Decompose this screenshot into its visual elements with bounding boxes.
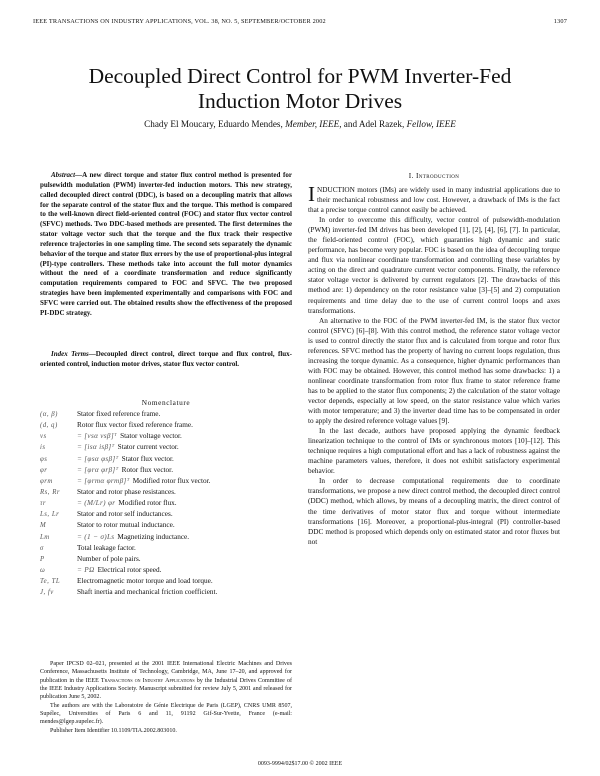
nomenclature-expression: = (M/Lr) φr: [77, 499, 116, 508]
title-line-1: Decoupled Direct Control for PWM Inverter-Fed: [88, 64, 512, 88]
paragraph-2: In order to overcome this difficulty, vector control of pulsewidth-modulation (PWM) inverter-fed IM drives has been developed [1], [2], [4], [6], [7]. In particular, the field-oriented control (FOC), which guaranties high dynamic and static performance, has become very popular. FOC is based on the idea of decoupling torque and flux via nonlinear coordinate transformation and controlling these variables by acting on the direct and quadrature current vector components. Finally, the reference stator voltage vector is delivered by current regulators [2]. The drawbacks of this method are: 1) dependency on the rotor resistance value [3]–[5] and 2) computation requirements and time delay due to the use of current control loops and axes transformations.: [308, 216, 560, 315]
nomenclature-description: Rotor flux vector fixed reference frame.: [77, 421, 193, 430]
author-list: [0, 119, 600, 129]
paragraph-4: In the last decade, authors have proposed applying the dynamic feedback linearization technique to the control of IMs or synchronous motors [10]–[12]. This technique requires a high computational effort and has a lack of robustness against the machine parameters values, therefore, it does not exhibit satisfactory experimental behavior.: [308, 427, 560, 476]
nomenclature-row: [40, 442, 292, 453]
nomenclature-row: [40, 454, 292, 465]
nomenclature-description: Modified rotor flux.: [118, 499, 177, 508]
index-terms-text: —Decoupled direct control, direct torque and flux control, flux-oriented control, induction motor drives, stator flux vector control.: [40, 350, 292, 368]
nomenclature-row: [40, 409, 292, 420]
footnote: [40, 660, 292, 735]
nomenclature-definition: [77, 520, 175, 531]
nomenclature-description: Shaft inertia and mechanical friction coefficient.: [77, 588, 218, 597]
nomenclature-symbol: σ: [40, 544, 44, 552]
nomenclature-definition: [77, 476, 210, 487]
section-number: I.: [408, 171, 416, 180]
footnote-paper-info-2: by the Industrial Drives Committee of the IEEE Industry Applications Society. Manuscript submitted for review July 5, 2001 and released for publication June 5, 2002.: [40, 677, 293, 701]
nomenclature-definition: [77, 532, 189, 543]
nomenclature-definition: [77, 554, 141, 565]
nomenclature-description: Electromagnetic motor torque and load torque.: [77, 577, 213, 586]
author-names: Chady El Moucary, Eduardo Mendes,: [144, 119, 286, 129]
nomenclature-row: [40, 565, 292, 576]
footnote-identifier: Publisher Item Identifier 10.1109/TIA.2002.803010.: [50, 727, 177, 734]
nomenclature-description: Stator and rotor self inductances.: [77, 510, 173, 519]
footnote-affiliation: The authors are with the Laboratoire de Génie Electrique de Paris (LGEP), CNRS UMR 8507, Supélec, Universities of Paris 6 and 11, 91192 Gif-Sur-Yvette, France (e-mail: mendes@lgep.supelec.fr).: [40, 702, 292, 726]
introduction-body: [308, 182, 560, 547]
nomenclature-expression: = (1 − σ)Ls: [77, 532, 115, 541]
nomenclature-definition: [77, 454, 174, 465]
nomenclature-description: Total leakage factor.: [77, 543, 136, 552]
nomenclature-symbol: M: [40, 522, 47, 530]
nomenclature-symbol: φr: [40, 466, 48, 474]
nomenclature-description: Stator flux vector.: [121, 454, 174, 463]
paper-title: [0, 64, 600, 114]
journal-name: IEEE TRANSACTIONS ON INDUSTRY APPLICATIONS, VOL. 38, NO. 5, SEPTEMBER/OCTOBER 2002: [33, 18, 326, 25]
nomenclature-row: [40, 420, 292, 431]
nomenclature-symbol: Rs, Rr: [40, 488, 60, 496]
page-number: 1307: [553, 18, 567, 25]
nomenclature-definition: [77, 442, 179, 453]
nomenclature-heading: Nomenclature: [141, 398, 191, 407]
footnote-paper-info: Paper IPCSD 02–021, presented at the 2001 IEEE International Electric Machines and Drives Conference, Massachusetts Institute of Technology, Cambridge, MA, June 17–20, and approved for publication in the IEEE: [40, 661, 292, 684]
nomenclature-description: Electrical rotor speed.: [97, 565, 162, 574]
index-terms: [40, 350, 292, 370]
nomenclature-symbol: (α, β): [40, 411, 58, 418]
nomenclature-description: Stator current vector.: [117, 443, 179, 452]
nomenclature-symbol: φrm: [40, 477, 53, 485]
nomenclature-row: [40, 476, 292, 487]
nomenclature-row: [40, 509, 292, 520]
nomenclature-symbol: vs: [40, 433, 47, 441]
nomenclature-row: [40, 587, 292, 598]
nomenclature-definition: [77, 543, 136, 554]
abstract-text: —A new direct torque and stator flux control method is presented for pulsewidth modulation (PWM) inverter-fed induction motors. This new strategy, called decoupled direct control (DDC), is based on a decoupling matrix that allows for the separate control of the stator flux and the torque. This method is compared to the well-known direct field-oriented control (FOC) and stator flux vector control (SFVC) methods. Two DDC-based methods are presented. The first determines the stator voltage vector such that the torque and the flux track their respective reference trajectories in one sampling time. The second sets separately the dynamic behavior of the torque and stator flux errors by the use of proportional-plus integral (PI)-type controllers. These methods take into account the full motor dynamics without the need of a coordinate transformation and reduce significantly computation requirements compared to FOC and SFVC. The two proposed strategies have been implemented experimentally and comparisons with FOC and SFVC were carried out. The obtained results show the effectiveness of the proposed PI-DDC strategy.: [40, 171, 292, 317]
section-title: Introduction: [415, 171, 460, 180]
nomenclature-definition: [77, 420, 193, 431]
nomenclature-description: Modified rotor flux vector.: [132, 476, 211, 485]
nomenclature-expression: = [φrmα φrmβ]ᵀ: [77, 476, 130, 485]
nomenclature-row: [40, 487, 292, 498]
author-grade-member: Member, IEEE: [285, 119, 340, 129]
paragraph-1-text: NDUCTION motors (IMs) are widely used in many industrial applications due to their mechanical robustness and low cost. However, a drawback of IMs is the fact that a precise torque control cannot easily be achieved.: [308, 186, 560, 215]
nomenclature-row: [40, 465, 292, 476]
nomenclature-row: [40, 554, 292, 565]
nomenclature-definition: [77, 431, 182, 442]
running-header: [33, 18, 567, 25]
nomenclature-expression: = [isα isβ]ᵀ: [77, 443, 115, 452]
nomenclature-list: [40, 409, 292, 598]
nomenclature-definition: [77, 487, 176, 498]
nomenclature-definition: [77, 409, 160, 420]
nomenclature-symbol: ω: [40, 566, 46, 574]
nomenclature-description: Rotor flux vector.: [121, 465, 174, 474]
nomenclature-symbol: φs: [40, 455, 48, 463]
nomenclature-symbol: Ls, Lr: [40, 511, 60, 519]
paragraph-3: An alternative to the FOC of the PWM inverter-fed IM, is the stator flux vector control (SFVC) [6]–[8]. With this control method, the reference stator voltage vector is used to control directly the stator flux and is calculated from torque and rotor flux references. SFVC method has the property of having no current loops regulation, thus increasing the torque dynamic. As a consequence, higher dynamic performances than with FOC may be obtained. However, this control method has some drawbacks: 1) a nonlinear coordinate transformation from rotor flux frame to stator reference frame has to be applied to the stator flux components; 2) the calculation of the stator voltage vector depends, especially at low speed, on the stator resistance value which varies with motor temperature; and 3) the inverter dead time has to be compensated in order to apply the desired reference voltage values [9].: [308, 316, 560, 426]
nomenclature-description: Stator to rotor mutual inductance.: [77, 521, 175, 530]
nomenclature-symbol: J, fv: [40, 589, 54, 597]
abstract-label: Abstract: [51, 171, 76, 179]
nomenclature-row: [40, 520, 292, 531]
nomenclature-expression: = [φrα φrβ]ᵀ: [77, 465, 119, 474]
copyright-line: 0093-9994/02$17.00 © 2002 IEEE: [257, 761, 343, 767]
nomenclature-expression: = PΩ: [77, 565, 95, 574]
nomenclature-description: Number of pole pairs.: [77, 554, 141, 563]
nomenclature-definition: [77, 587, 217, 598]
nomenclature-description: Magnetizing inductance.: [117, 532, 190, 541]
footnote-journal-name: Transactions on Industry Applications: [100, 677, 195, 684]
author-names-2: , and Adel Razek,: [339, 119, 407, 129]
nomenclature-symbol: (d, q): [40, 422, 58, 430]
author-grade-fellow: Fellow, IEEE: [406, 119, 456, 129]
index-terms-label: Index Terms: [51, 350, 89, 358]
nomenclature-definition: [77, 576, 213, 587]
nomenclature-definition: [77, 509, 173, 520]
drop-cap: I: [308, 182, 315, 206]
nomenclature-symbol: Lm: [40, 533, 50, 541]
nomenclature-expression: = [vsα vsβ]ᵀ: [77, 432, 118, 441]
section-heading-introduction: [308, 171, 560, 180]
nomenclature-definition: [77, 565, 161, 576]
nomenclature-description: Stator and rotor phase resistances.: [77, 487, 176, 496]
nomenclature-definition: [77, 498, 177, 509]
nomenclature-description: Stator voltage vector.: [120, 432, 182, 441]
nomenclature-symbol: P: [40, 555, 45, 563]
nomenclature-description: Stator fixed reference frame.: [77, 410, 161, 418]
nomenclature-row: [40, 543, 292, 554]
paragraph-5: In order to decrease computational requirements due to coordinate transformations, we propose a new direct control method, the decoupled direct control (DDC) method, which allows, by means of a decoupling matrix, the direct control of the time derivatives of motor stator flux and torque without intermediate transformations [16]. Moreover, a proportional-plus-integral (PI) controller-based DDC method is proposed which depends only on estimated stator and rotor fluxes but not: [308, 477, 560, 546]
nomenclature-row: [40, 532, 292, 543]
nomenclature-symbol: τr: [40, 500, 47, 508]
paragraph-1: [308, 182, 560, 215]
nomenclature-symbol: Te, TL: [40, 578, 61, 586]
nomenclature-row: [40, 576, 292, 587]
title-line-2: Induction Motor Drives: [197, 89, 403, 113]
abstract: [40, 171, 292, 319]
nomenclature-row: [40, 431, 292, 442]
nomenclature-symbol: is: [40, 444, 46, 452]
nomenclature-expression: = [φsα φsβ]ᵀ: [77, 454, 119, 463]
nomenclature-definition: [77, 465, 173, 476]
nomenclature-row: [40, 498, 292, 509]
